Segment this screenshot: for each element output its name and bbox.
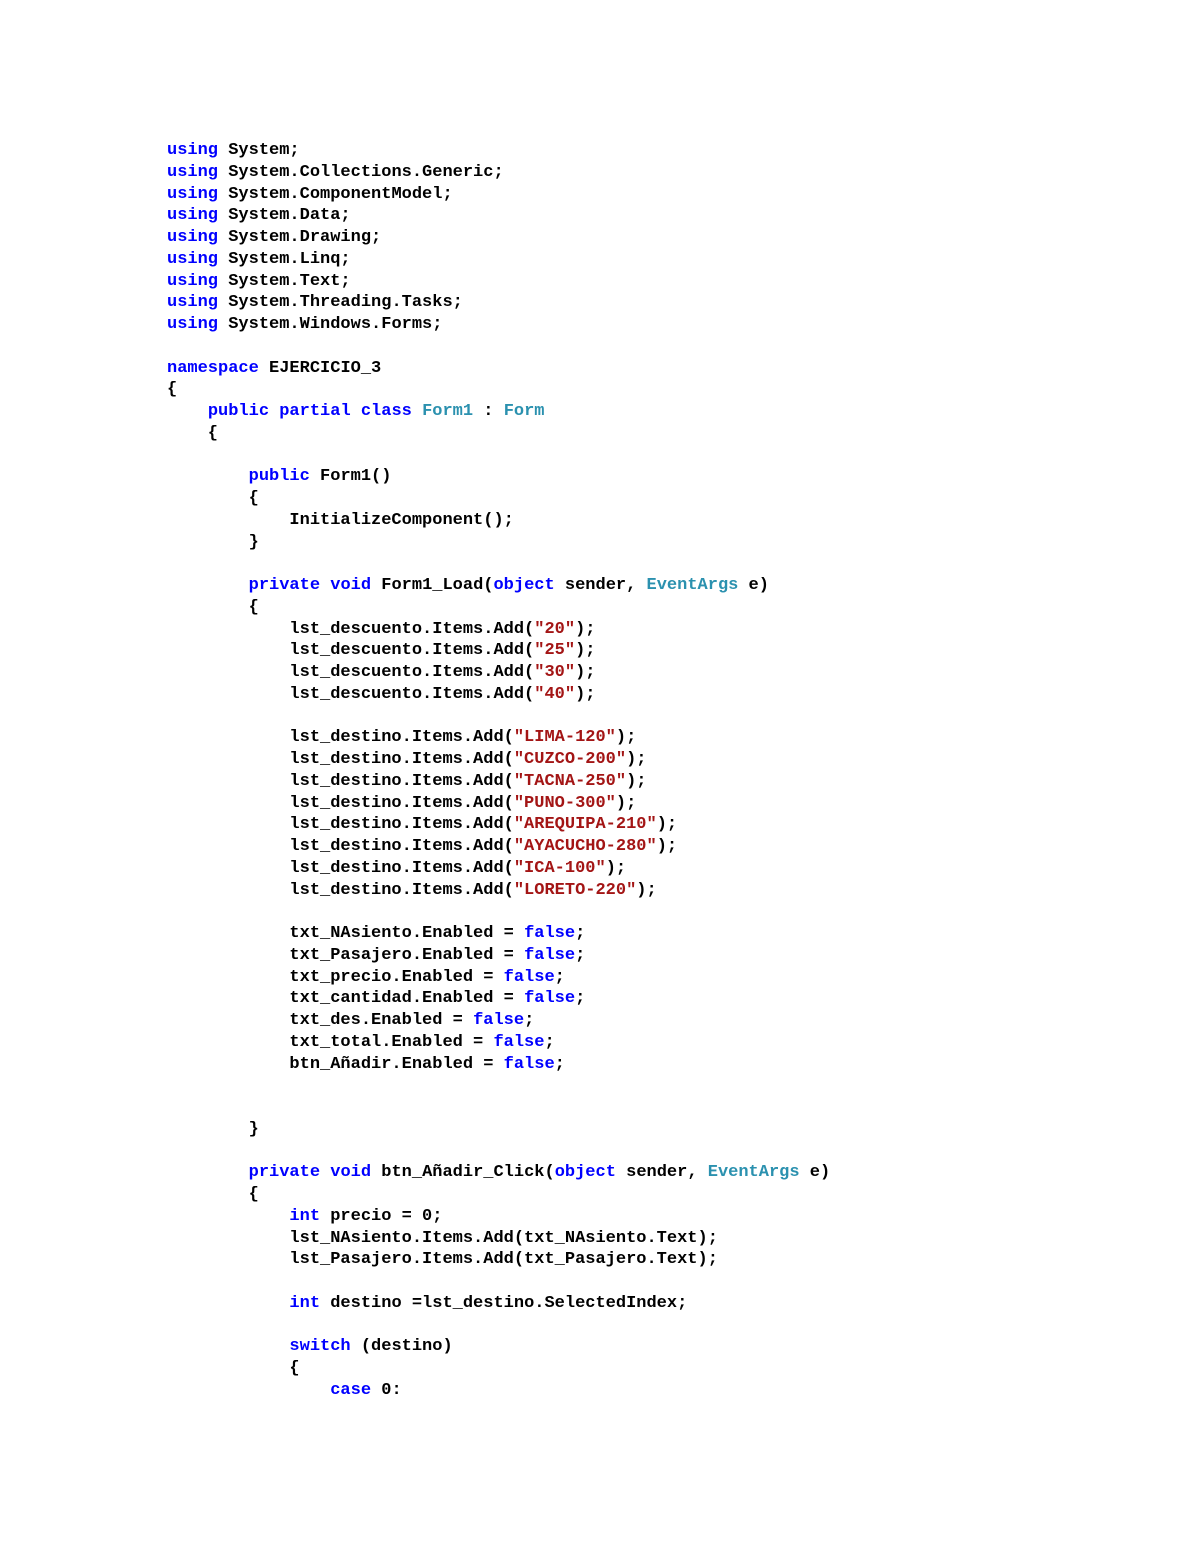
code-line — [167, 249, 830, 271]
code-text: e) — [738, 576, 769, 595]
keyword-token: using — [167, 141, 219, 160]
code-text: ); — [656, 815, 678, 835]
code-line — [167, 1249, 830, 1271]
code-line — [167, 162, 830, 184]
string-token: "AREQUIPA-210" — [513, 815, 657, 835]
keyword-token: using — [167, 315, 219, 334]
code-text: lst_destino.Items.Add( — [167, 793, 514, 813]
code-line — [167, 488, 830, 510]
code-text: : — [473, 402, 504, 421]
code-listing — [167, 140, 830, 1402]
code-text: Form1_Load( — [371, 576, 494, 595]
code-line — [167, 466, 830, 488]
code-text: destino =lst_destino.SelectedIndex; — [320, 1293, 688, 1313]
code-line — [167, 1184, 830, 1206]
code-text: btn_Añadir.Enabled = — [167, 1054, 504, 1074]
code-text: ); — [575, 619, 596, 639]
code-text: lst_descuento.Items.Add( — [167, 663, 535, 682]
string-token: "LORETO-220" — [513, 880, 637, 900]
code-line — [167, 1336, 830, 1358]
code-line — [167, 727, 830, 749]
code-text: System.Text; — [218, 271, 351, 291]
code-text — [167, 1381, 330, 1400]
code-text: lst_destino.Items.Add( — [167, 771, 514, 791]
keyword-token: false — [524, 989, 576, 1009]
code-text: txt_precio.Enabled = — [167, 967, 504, 987]
code-text: txt_NAsiento.Enabled = — [167, 924, 525, 943]
code-line — [167, 1097, 830, 1119]
code-text — [167, 1207, 289, 1226]
code-text — [412, 402, 422, 421]
code-line — [167, 1162, 830, 1184]
code-line — [167, 771, 830, 793]
code-text: lst_destino.Items.Add( — [167, 880, 514, 900]
code-text: ; — [575, 945, 586, 965]
keyword-token: using — [167, 293, 219, 313]
code-line — [167, 684, 830, 706]
code-line — [167, 1228, 830, 1250]
string-token: "AYACUCHO-280" — [513, 837, 657, 856]
code-text — [351, 402, 361, 421]
code-text: ); — [656, 837, 678, 856]
code-text: System.Linq; — [218, 249, 351, 269]
code-line — [167, 793, 830, 815]
code-text: { — [167, 597, 259, 617]
code-text: { — [167, 423, 219, 443]
string-token: "30" — [534, 663, 576, 682]
keyword-token: using — [167, 271, 219, 291]
code-text: (destino) — [350, 1337, 453, 1357]
code-line — [167, 445, 830, 467]
code-line — [167, 836, 830, 858]
code-text: { — [167, 489, 259, 508]
code-text: { — [167, 1359, 300, 1378]
code-text: System.Drawing; — [218, 228, 382, 247]
keyword-token: public — [248, 467, 310, 487]
keyword-token: int — [289, 1293, 321, 1313]
code-line — [167, 1141, 830, 1163]
code-line — [167, 1315, 830, 1337]
code-line — [167, 814, 830, 836]
code-line — [167, 858, 830, 880]
code-line — [167, 271, 830, 293]
code-text — [167, 1163, 249, 1182]
code-text — [167, 1337, 289, 1356]
keyword-token: void — [330, 576, 372, 595]
code-line — [167, 1380, 830, 1402]
code-text: EJERCICIO_3 — [258, 358, 382, 378]
keyword-token: class — [360, 402, 412, 421]
code-text: System.ComponentModel; — [218, 184, 453, 204]
code-text: ); — [636, 880, 657, 900]
code-text: ; — [544, 1032, 555, 1052]
code-text — [269, 402, 279, 421]
code-text: System.Windows.Forms; — [218, 315, 443, 334]
keyword-token: switch — [289, 1337, 351, 1357]
code-line — [167, 575, 830, 597]
code-line — [167, 423, 830, 445]
type-token: EventArgs — [646, 576, 739, 595]
code-text: { — [167, 380, 178, 400]
keyword-token: case — [330, 1380, 372, 1400]
keyword-token: false — [503, 967, 555, 987]
keyword-token: false — [503, 1054, 555, 1074]
code-text: e) — [799, 1163, 831, 1183]
code-line — [167, 292, 830, 314]
code-line — [167, 205, 830, 227]
code-line — [167, 597, 830, 619]
keyword-token: private — [248, 1163, 321, 1183]
code-text: ); — [575, 641, 596, 661]
code-text — [167, 467, 249, 486]
keyword-token: object — [493, 576, 555, 595]
code-text: lst_Pasajero.Items.Add(txt_Pasajero.Text); — [167, 1250, 718, 1270]
code-text — [320, 576, 330, 595]
code-text: lst_descuento.Items.Add( — [167, 619, 535, 639]
code-line — [167, 227, 830, 249]
keyword-token: false — [473, 1011, 525, 1030]
code-line — [167, 1032, 830, 1054]
code-line — [167, 640, 830, 662]
code-text: lst_descuento.Items.Add( — [167, 684, 535, 704]
code-text: ; — [524, 1011, 535, 1030]
code-line — [167, 619, 830, 641]
code-text: ); — [626, 750, 647, 769]
code-text: lst_NAsiento.Items.Add(txt_NAsiento.Text); — [167, 1228, 718, 1248]
type-token: Form — [503, 402, 545, 421]
type-token: EventArgs — [707, 1163, 800, 1183]
code-text: lst_destino.Items.Add( — [167, 728, 514, 748]
code-text: lst_descuento.Items.Add( — [167, 641, 535, 661]
code-text: lst_destino.Items.Add( — [167, 837, 514, 856]
code-text: precio = 0; — [320, 1206, 443, 1226]
code-line — [167, 923, 830, 945]
code-text: ); — [605, 858, 627, 878]
keyword-token: void — [330, 1163, 372, 1183]
code-text: Form1() — [309, 467, 392, 487]
code-text: lst_destino.Items.Add( — [167, 858, 514, 878]
code-text: txt_cantidad.Enabled = — [167, 989, 525, 1009]
code-text: sender, — [615, 1163, 708, 1183]
keyword-token: object — [554, 1163, 616, 1183]
string-token: "LIMA-120" — [513, 728, 616, 748]
code-line — [167, 706, 830, 728]
code-line — [167, 532, 830, 554]
code-text — [320, 1163, 330, 1182]
code-line — [167, 1054, 830, 1076]
code-text: { — [167, 1185, 259, 1204]
code-line — [167, 184, 830, 206]
code-text: txt_total.Enabled = — [167, 1032, 494, 1052]
code-line — [167, 1119, 830, 1141]
code-line — [167, 749, 830, 771]
code-line — [167, 988, 830, 1010]
code-line — [167, 358, 830, 380]
code-text: ; — [554, 967, 565, 987]
code-line — [167, 901, 830, 923]
code-line — [167, 967, 830, 989]
keyword-token: private — [248, 576, 321, 595]
keyword-token: false — [524, 945, 576, 965]
code-text: ; — [554, 1054, 565, 1074]
code-text: txt_Pasajero.Enabled = — [167, 945, 525, 965]
code-text: ); — [615, 728, 637, 748]
keyword-token: using — [167, 206, 219, 226]
code-text: ); — [615, 793, 637, 813]
code-line — [167, 553, 830, 575]
keyword-token: public — [207, 402, 270, 421]
code-text: lst_destino.Items.Add( — [167, 815, 514, 835]
code-text: ); — [575, 663, 596, 682]
code-line — [167, 140, 830, 162]
code-line — [167, 1010, 830, 1032]
code-line — [167, 314, 830, 336]
code-line — [167, 945, 830, 967]
code-text: System.Data; — [218, 206, 351, 226]
type-token: Form1 — [422, 402, 474, 421]
code-line — [167, 1293, 830, 1315]
code-text: ); — [626, 771, 647, 791]
code-text: txt_des.Enabled = — [167, 1011, 474, 1030]
keyword-token: using — [167, 184, 219, 204]
string-token: "40" — [534, 684, 576, 704]
code-text: } — [167, 1119, 259, 1139]
code-line — [167, 880, 830, 902]
keyword-token: false — [524, 924, 576, 943]
code-text: btn_Añadir_Click( — [371, 1163, 555, 1183]
keyword-token: using — [167, 249, 219, 269]
code-line — [167, 1358, 830, 1380]
code-line — [167, 1075, 830, 1097]
code-text: sender, — [554, 576, 647, 595]
code-text: ); — [575, 684, 596, 704]
code-line — [167, 379, 830, 401]
keyword-token: namespace — [167, 358, 259, 378]
keyword-token: int — [289, 1206, 321, 1226]
code-text — [167, 1294, 289, 1313]
string-token: "CUZCO-200" — [513, 750, 627, 769]
code-text: System; — [218, 141, 300, 160]
code-text: System.Threading.Tasks; — [218, 293, 463, 313]
keyword-token: using — [167, 162, 219, 182]
code-text: System.Collections.Generic; — [218, 162, 504, 182]
string-token: "ICA-100" — [513, 858, 606, 878]
string-token: "20" — [534, 619, 576, 639]
string-token: "PUNO-300" — [513, 793, 616, 813]
code-line — [167, 662, 830, 684]
code-text — [167, 576, 249, 595]
keyword-token: using — [167, 228, 219, 247]
code-line — [167, 336, 830, 358]
keyword-token: false — [493, 1032, 545, 1052]
code-text: ; — [575, 924, 586, 943]
code-text: } — [167, 532, 259, 552]
code-text — [167, 402, 208, 421]
string-token: "25" — [534, 641, 576, 661]
code-text: InitializeComponent(); — [167, 510, 514, 530]
code-line — [167, 1271, 830, 1293]
code-line — [167, 1206, 830, 1228]
code-line — [167, 510, 830, 532]
code-text: 0: — [371, 1380, 402, 1400]
string-token: "TACNA-250" — [513, 771, 627, 791]
code-text: ; — [575, 989, 586, 1009]
code-text: lst_destino.Items.Add( — [167, 750, 514, 769]
code-line — [167, 401, 830, 423]
keyword-token: partial — [279, 402, 351, 421]
